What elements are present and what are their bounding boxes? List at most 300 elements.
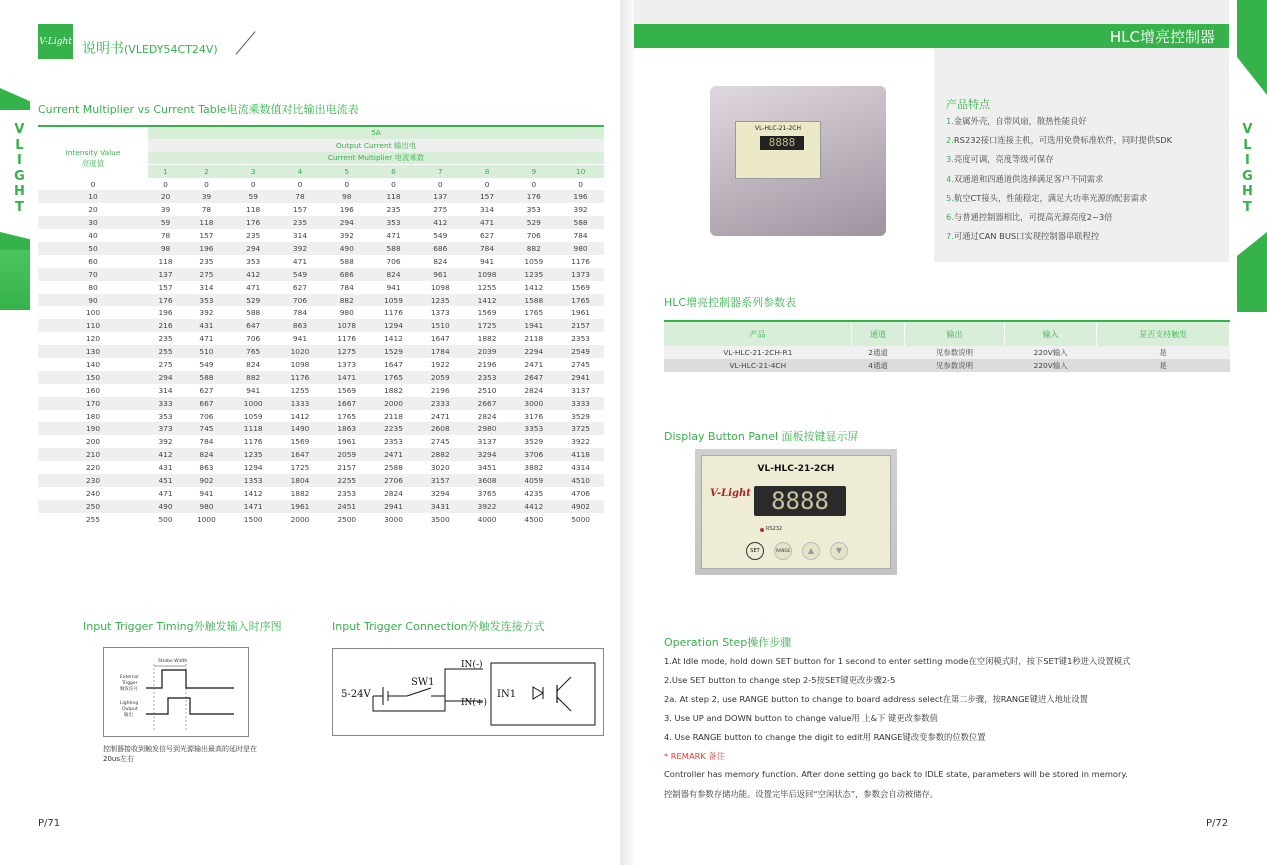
value-cell: 1333 bbox=[277, 397, 324, 410]
value-cell: 2510 bbox=[477, 385, 497, 395]
value-cell: 1176 bbox=[243, 437, 263, 447]
value-cell: 1412 bbox=[524, 282, 544, 292]
value-cell: 1176 bbox=[337, 334, 357, 344]
value-cell: 451 bbox=[148, 474, 183, 487]
value-cell: 882 bbox=[510, 242, 557, 255]
value-cell: 157 bbox=[292, 205, 308, 215]
brand-logo: V-Light bbox=[38, 24, 73, 59]
value-cell: 588 bbox=[370, 242, 417, 255]
value-cell: 3529 bbox=[524, 437, 544, 447]
value-cell: 1922 bbox=[430, 359, 450, 369]
value-cell: 1667 bbox=[323, 397, 370, 410]
rs232-led bbox=[760, 528, 764, 532]
value-cell: 2353 bbox=[337, 488, 357, 498]
value-cell: 2196 bbox=[430, 385, 450, 395]
value-cell: 196 bbox=[339, 205, 354, 215]
external-trigger-label: External Trigger 触发信号 bbox=[120, 675, 139, 692]
page-number-left: P/71 bbox=[38, 818, 61, 829]
value-cell: 2824 bbox=[384, 488, 403, 498]
value-cell: 2039 bbox=[464, 345, 511, 358]
value-cell: 157 bbox=[464, 190, 511, 203]
switch-arm bbox=[407, 688, 431, 696]
value-cell: 471 bbox=[199, 334, 214, 344]
value-cell: 941 bbox=[246, 385, 261, 395]
value-cell: 1098 bbox=[290, 359, 310, 369]
timing-diagram-svg bbox=[104, 648, 250, 738]
value-cell: 1490 bbox=[277, 422, 324, 435]
table-row bbox=[38, 229, 604, 242]
value-cell: 314 bbox=[199, 282, 214, 292]
value-cell: 294 bbox=[323, 216, 370, 229]
vertical-letter: I bbox=[17, 153, 22, 168]
intensity-cell: 190 bbox=[38, 422, 148, 435]
value-cell: 118 bbox=[370, 190, 417, 203]
feature-number: 2. bbox=[946, 135, 954, 146]
value-cell: 255 bbox=[148, 345, 183, 358]
feature-number: 1. bbox=[946, 116, 954, 126]
value-cell: 235 bbox=[386, 205, 401, 215]
value-cell: 627 bbox=[479, 231, 495, 241]
value-cell: 4118 bbox=[557, 448, 604, 461]
value-cell: 1725 bbox=[290, 463, 310, 473]
vlight-vertical-left bbox=[14, 122, 25, 215]
title-banner bbox=[634, 24, 1229, 48]
table-row bbox=[38, 474, 604, 487]
intensity-cell: 255 bbox=[85, 514, 101, 524]
value-cell: 3922 bbox=[464, 500, 511, 513]
value-cell: 2255 bbox=[323, 474, 370, 487]
left-page bbox=[0, 0, 620, 865]
intensity-cell: 240 bbox=[85, 488, 101, 498]
feature-item bbox=[946, 173, 1172, 192]
value-cell: 529 bbox=[230, 294, 277, 307]
table-row bbox=[38, 487, 604, 500]
intensity-cell: 130 bbox=[38, 345, 148, 358]
value-cell: 4000 bbox=[477, 514, 497, 524]
vlight-vertical-right bbox=[1242, 122, 1253, 215]
value-cell: 824 bbox=[370, 268, 417, 281]
intensity-cell: 100 bbox=[85, 308, 101, 318]
value-cell: 941 bbox=[386, 282, 401, 292]
vertical-letter: T bbox=[1243, 199, 1252, 215]
range-button[interactable]: RANGE bbox=[774, 542, 792, 560]
value-cell: 275 bbox=[183, 268, 230, 281]
value-cell: 176 bbox=[230, 216, 277, 229]
right-edge-stripe-top bbox=[1237, 0, 1267, 95]
value-cell: 0 bbox=[578, 179, 583, 189]
in1-label: IN1 bbox=[497, 689, 517, 700]
table-row bbox=[38, 422, 604, 435]
table-row bbox=[38, 178, 604, 191]
value-cell: 1765 bbox=[370, 371, 417, 384]
table-current: 5A bbox=[148, 126, 604, 139]
value-cell: 686 bbox=[417, 242, 464, 255]
doc-title-model: (VLEDY54CT24V) bbox=[124, 43, 218, 56]
value-cell: 1353 bbox=[230, 474, 277, 487]
value-cell: 1961 bbox=[337, 437, 357, 447]
vertical-letter: L bbox=[15, 137, 24, 153]
feature-number: 6. bbox=[946, 211, 954, 222]
switch-label: SW1 bbox=[411, 677, 435, 688]
table-row bbox=[38, 513, 604, 526]
connection-diagram bbox=[332, 648, 604, 736]
intensity-header: Intensity Value 亮度值 bbox=[65, 148, 121, 169]
value-cell: 2980 bbox=[464, 422, 511, 435]
value-cell: 2745 bbox=[430, 437, 450, 447]
value-cell: 3020 bbox=[430, 463, 450, 473]
output-current-header: Output Current 输出电 bbox=[148, 139, 604, 152]
value-cell: 0 bbox=[297, 179, 303, 189]
table-row bbox=[38, 306, 604, 319]
intensity-cell: 30 bbox=[38, 216, 148, 229]
value-cell: 1235 bbox=[417, 294, 464, 307]
value-cell: 2882 bbox=[417, 448, 464, 461]
value-cell: 0 bbox=[250, 179, 256, 189]
value-cell: 3157 bbox=[417, 474, 464, 487]
value-cell: 1176 bbox=[571, 256, 590, 266]
value-cell: 2294 bbox=[510, 345, 557, 358]
intensity-cell: 150 bbox=[38, 371, 148, 384]
multiplier-cell: 7 bbox=[417, 165, 464, 178]
value-cell: 1373 bbox=[337, 359, 357, 369]
output-waveform bbox=[146, 698, 234, 714]
table-row bbox=[38, 397, 604, 410]
intensity-cell: 80 bbox=[88, 282, 98, 292]
value-cell: 1294 bbox=[243, 463, 263, 473]
value-cell: 3333 bbox=[557, 397, 604, 410]
value-cell: 1647 bbox=[384, 359, 403, 369]
intensity-cell: 180 bbox=[85, 411, 101, 421]
value-cell: 1804 bbox=[277, 474, 324, 487]
series-header-cell: 通道 bbox=[852, 321, 905, 346]
series-cell: VL-HLC-21-4CH bbox=[664, 359, 852, 372]
table-row bbox=[38, 448, 604, 461]
value-cell: 784 bbox=[292, 308, 308, 318]
vertical-letter: V bbox=[14, 122, 25, 137]
value-cell: 2196 bbox=[477, 359, 497, 369]
value-cell: 275 bbox=[433, 205, 448, 215]
feature-text: 可通过CAN BUS口实现控制器串联程控 bbox=[953, 231, 1100, 242]
value-cell: 4500 bbox=[524, 514, 544, 524]
value-cell: 373 bbox=[148, 422, 183, 435]
series-cell: VL-HLC-21-2CH-R1 bbox=[664, 346, 852, 359]
feature-item bbox=[946, 230, 1172, 249]
timing-diagram bbox=[103, 647, 249, 737]
table-row bbox=[38, 319, 604, 332]
value-cell: 2667 bbox=[464, 397, 511, 410]
value-cell: 412 bbox=[417, 216, 464, 229]
table-header-row-1 bbox=[38, 139, 604, 152]
value-cell: 1765 bbox=[337, 411, 357, 421]
value-cell: 3294 bbox=[464, 448, 511, 461]
value-cell: 1412 bbox=[290, 411, 310, 421]
value-cell: 2059 bbox=[417, 371, 464, 384]
value-cell: 3000 bbox=[510, 397, 557, 410]
value-cell: 4235 bbox=[524, 488, 544, 498]
feature-text: 与普通控制器相比，可提高光源亮度2~3倍 bbox=[953, 211, 1113, 222]
lighting-output-label: Lighting Output 输出 bbox=[120, 701, 139, 718]
value-cell: 824 bbox=[183, 448, 230, 461]
value-cell: 980 bbox=[557, 242, 604, 255]
features-list bbox=[946, 115, 1172, 249]
vertical-letter: G bbox=[14, 168, 25, 184]
value-cell: 0 bbox=[437, 179, 443, 189]
table-row bbox=[38, 345, 604, 358]
value-cell: 1059 bbox=[524, 256, 544, 266]
value-cell: 4059 bbox=[510, 474, 557, 487]
series-cell: 4通道 bbox=[852, 359, 905, 372]
value-cell: 0 bbox=[163, 179, 168, 189]
value-cell: 1569 bbox=[290, 437, 310, 447]
value-cell: 706 bbox=[526, 231, 541, 241]
vertical-letter: G bbox=[1242, 168, 1253, 184]
value-cell: 1569 bbox=[477, 308, 497, 318]
panel-face bbox=[701, 455, 891, 569]
value-cell: 39 bbox=[160, 205, 171, 215]
product-panel bbox=[735, 121, 821, 179]
panel-display: 8888 bbox=[754, 486, 846, 516]
value-cell: 3294 bbox=[430, 488, 450, 498]
value-cell: 1020 bbox=[277, 345, 324, 358]
value-cell: 1961 bbox=[571, 308, 590, 318]
value-cell: 353 bbox=[246, 256, 261, 266]
value-cell: 863 bbox=[199, 463, 214, 473]
vertical-letter: T bbox=[15, 199, 24, 215]
set-button[interactable]: SET bbox=[746, 542, 764, 560]
value-cell: 4706 bbox=[571, 488, 590, 498]
in-minus-label: IN(-) bbox=[461, 660, 483, 670]
ops-step: 1.At Idle mode, hold down SET button for 1 second to enter setting mode在空闲模式时，按下SET键1秒进入设置模式 bbox=[664, 656, 1131, 666]
intensity-cell: 230 bbox=[38, 474, 148, 487]
panel-photo bbox=[695, 449, 897, 575]
value-cell: 471 bbox=[292, 256, 308, 266]
value-cell: 1275 bbox=[323, 345, 370, 358]
series-header-cell: 输出 bbox=[904, 321, 1004, 346]
value-cell: 941 bbox=[199, 488, 214, 498]
value-cell: 529 bbox=[510, 216, 557, 229]
table-row bbox=[38, 332, 604, 345]
value-cell: 1059 bbox=[370, 294, 417, 307]
value-cell: 686 bbox=[323, 268, 370, 281]
value-cell: 471 bbox=[464, 216, 511, 229]
value-cell: 1098 bbox=[430, 282, 450, 292]
value-cell: 2471 bbox=[430, 411, 450, 421]
value-cell: 1255 bbox=[477, 282, 497, 292]
doc-title: 说明书(VLEDY54CT24V) bbox=[82, 41, 218, 57]
intensity-cell: 250 bbox=[38, 500, 148, 513]
remark-label: * REMARK 备注 bbox=[664, 751, 726, 761]
table-row bbox=[38, 242, 604, 255]
intensity-cell: 50 bbox=[38, 242, 148, 255]
value-cell: 118 bbox=[158, 256, 173, 266]
remark-chinese: 控制器有参数存储功能。设置完毕后返回“空闲状态”，参数会自动被储存。 bbox=[664, 789, 939, 799]
value-cell: 3451 bbox=[477, 463, 497, 473]
intensity-cell: 160 bbox=[85, 385, 101, 395]
feature-item bbox=[946, 134, 1172, 153]
value-cell: 2118 bbox=[524, 334, 544, 344]
intensity-cell: 210 bbox=[38, 448, 148, 461]
value-cell: 2500 bbox=[337, 514, 357, 524]
value-cell: 5000 bbox=[571, 514, 590, 524]
feature-item bbox=[946, 115, 1172, 134]
value-cell: 1118 bbox=[230, 422, 277, 435]
rs232-label: RS232 bbox=[766, 526, 783, 532]
series-cell: 见参数说明 bbox=[904, 359, 1004, 372]
value-cell: 2706 bbox=[370, 474, 417, 487]
ops-step: 2a. At step 2, use RANGE button to change to board address select在第二步骤，按RANGE键进入地址设置 bbox=[664, 694, 1088, 704]
value-cell: 392 bbox=[158, 437, 173, 447]
value-cell: 471 bbox=[158, 488, 173, 498]
value-cell: 78 bbox=[277, 190, 324, 203]
value-cell: 157 bbox=[199, 231, 214, 241]
value-cell: 1863 bbox=[323, 422, 370, 435]
feature-number: 7. bbox=[946, 231, 954, 242]
value-cell: 2235 bbox=[370, 422, 417, 435]
value-cell: 353 bbox=[526, 205, 541, 215]
value-cell: 588 bbox=[246, 308, 261, 318]
value-cell: 745 bbox=[183, 422, 230, 435]
right-edge-stripe-bottom bbox=[1237, 232, 1267, 312]
page-gutter bbox=[620, 0, 634, 865]
value-cell: 176 bbox=[148, 294, 183, 307]
value-cell: 294 bbox=[148, 371, 183, 384]
value-cell: 2824 bbox=[477, 411, 497, 421]
value-cell: 1784 bbox=[417, 345, 464, 358]
value-cell: 431 bbox=[183, 319, 230, 332]
intensity-cell: 20 bbox=[88, 205, 98, 215]
value-cell: 59 bbox=[148, 216, 183, 229]
value-cell: 1471 bbox=[323, 371, 370, 384]
timing-heading: Input Trigger Timing外触发输入时序图 bbox=[83, 620, 282, 633]
value-cell: 98 bbox=[148, 242, 183, 255]
connection-heading: Input Trigger Connection外触发连接方式 bbox=[332, 620, 545, 633]
value-cell: 78 bbox=[201, 205, 212, 215]
transistor-emitter bbox=[557, 697, 571, 711]
series-cell: 220V输入 bbox=[1005, 346, 1097, 359]
series-header-cell: 产品 bbox=[664, 321, 852, 346]
value-cell: 784 bbox=[339, 282, 354, 292]
value-cell: 824 bbox=[433, 256, 448, 266]
value-cell: 1647 bbox=[430, 334, 450, 344]
up-button[interactable] bbox=[802, 542, 820, 560]
feature-number: 5. bbox=[946, 192, 954, 203]
table-row bbox=[38, 268, 604, 281]
intensity-cell: 10 bbox=[38, 190, 148, 203]
table-row bbox=[38, 371, 604, 384]
value-cell: 2941 bbox=[370, 500, 417, 513]
vertical-letter: I bbox=[1245, 153, 1250, 168]
value-cell: 980 bbox=[339, 308, 354, 318]
value-cell: 902 bbox=[183, 474, 230, 487]
table-row bbox=[38, 255, 604, 268]
intensity-cell: 0 bbox=[90, 179, 96, 189]
value-cell: 1235 bbox=[510, 268, 557, 281]
down-button[interactable] bbox=[830, 542, 848, 560]
table-row bbox=[38, 461, 604, 474]
edge-stripe-mid bbox=[0, 232, 30, 250]
value-cell: 471 bbox=[386, 231, 401, 241]
panel-model: VL-HLC-21-2CH bbox=[757, 464, 835, 474]
value-cell: 314 bbox=[292, 231, 308, 241]
remark-english: Controller has memory function. After done setting go back to IDLE state, parameters will be stored in memory. bbox=[664, 769, 1128, 779]
value-cell: 3176 bbox=[524, 411, 544, 421]
value-cell: 3431 bbox=[417, 500, 464, 513]
value-cell: 3000 bbox=[384, 514, 403, 524]
value-cell: 3765 bbox=[477, 488, 497, 498]
value-cell: 412 bbox=[230, 268, 277, 281]
multiplier-cell: 5 bbox=[323, 165, 370, 178]
value-cell: 706 bbox=[199, 411, 214, 421]
vertical-letter: L bbox=[1243, 137, 1252, 153]
edge-stripe-bottom bbox=[0, 250, 30, 310]
value-cell: 2000 bbox=[290, 514, 310, 524]
value-cell: 392 bbox=[573, 205, 588, 215]
feature-text: 金属外壳，自带风扇，散热性能良好 bbox=[953, 116, 1087, 126]
value-cell: 1569 bbox=[571, 282, 590, 292]
value-cell: 627 bbox=[292, 282, 308, 292]
value-cell: 1078 bbox=[323, 319, 370, 332]
value-cell: 2353 bbox=[384, 437, 403, 447]
intensity-cell: 70 bbox=[38, 268, 148, 281]
intensity-cell: 40 bbox=[88, 231, 98, 241]
series-header-cell: 是否支持触发 bbox=[1097, 321, 1230, 346]
feature-text: 双通道和四通道供选择满足客户不同需求 bbox=[953, 173, 1104, 184]
product-display: 8888 bbox=[760, 136, 804, 150]
series-cell: 2通道 bbox=[852, 346, 905, 359]
value-cell: 824 bbox=[246, 359, 261, 369]
value-cell: 118 bbox=[183, 216, 230, 229]
value-cell: 1235 bbox=[230, 448, 277, 461]
value-cell: 176 bbox=[510, 190, 557, 203]
table-row bbox=[38, 294, 604, 307]
value-cell: 392 bbox=[339, 231, 354, 241]
intensity-cell: 110 bbox=[38, 319, 148, 332]
value-cell: 1765 bbox=[524, 308, 544, 318]
multiplier-cell: 6 bbox=[370, 165, 417, 178]
table-row bbox=[38, 500, 604, 513]
value-cell: 0 bbox=[484, 179, 490, 189]
value-cell: 0 bbox=[204, 179, 209, 189]
value-cell: 1412 bbox=[243, 488, 263, 498]
transistor-collector bbox=[557, 677, 571, 691]
panel-logo: V-Light bbox=[710, 488, 751, 499]
table-row bbox=[38, 190, 604, 203]
value-cell: 2353 bbox=[464, 371, 511, 384]
value-cell: 2353 bbox=[571, 334, 590, 344]
value-cell: 1882 bbox=[290, 488, 310, 498]
value-cell: 1941 bbox=[510, 319, 557, 332]
banner-title: HLC增亮控制器 bbox=[1109, 28, 1215, 46]
value-cell: 1529 bbox=[370, 345, 417, 358]
value-cell: 2549 bbox=[557, 345, 604, 358]
strobe-width-label: Strobe Width bbox=[158, 659, 188, 664]
value-cell: 706 bbox=[246, 334, 261, 344]
down-arrow-icon: ▼ bbox=[835, 546, 843, 555]
value-cell: 2745 bbox=[571, 359, 590, 369]
value-cell: 647 bbox=[230, 319, 277, 332]
table-row bbox=[38, 410, 604, 423]
value-cell: 216 bbox=[148, 319, 183, 332]
value-cell: 196 bbox=[158, 308, 173, 318]
vertical-letter: H bbox=[14, 184, 25, 199]
value-cell: 78 bbox=[160, 231, 171, 241]
value-cell: 2000 bbox=[370, 397, 417, 410]
value-cell: 549 bbox=[433, 231, 448, 241]
value-cell: 1882 bbox=[477, 334, 497, 344]
value-cell: 2647 bbox=[510, 371, 557, 384]
value-cell: 4412 bbox=[510, 500, 557, 513]
table-row bbox=[38, 216, 604, 229]
